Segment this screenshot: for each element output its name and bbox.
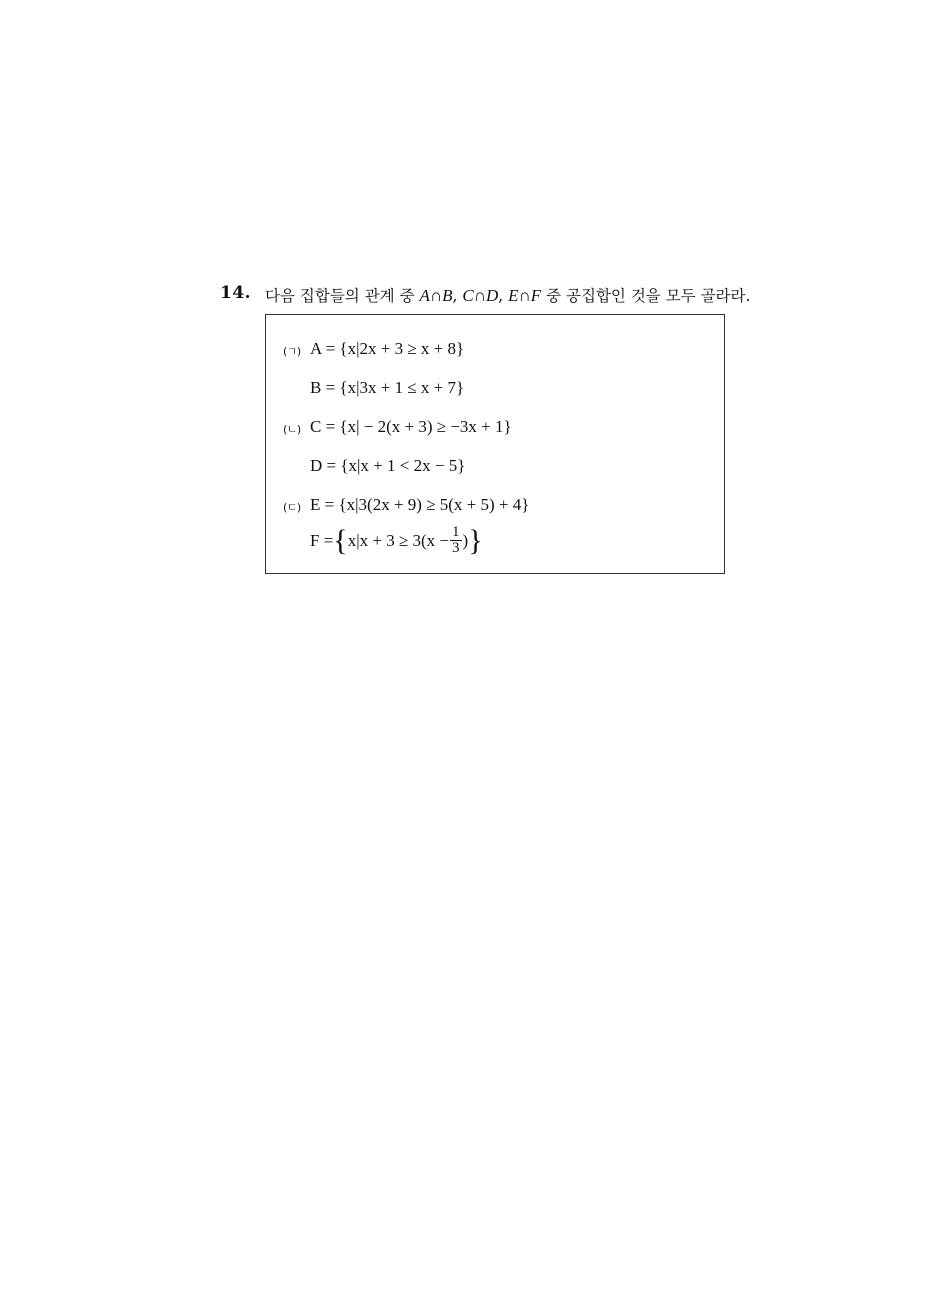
pair-a-b: A∩B — [419, 286, 453, 305]
separator-2: , — [498, 287, 509, 305]
fraction-denominator: 3 — [452, 540, 460, 556]
separator-1: , — [452, 287, 463, 305]
right-brace: } — [468, 523, 483, 557]
left-brace: { — [333, 523, 348, 557]
set-f-lead: F = — [310, 530, 334, 550]
question-text — [265, 284, 750, 306]
set-c-definition: C = {x| − 2(x + 3) ≥ −3x + 1} — [310, 417, 512, 436]
fraction-one-third — [450, 525, 462, 556]
set-a-definition: A = {x|2x + 3 ≥ x + 8} — [310, 339, 465, 358]
question-suffix: 중 공집합인 것을 모두 골라라. — [541, 287, 751, 305]
set-d-definition: D = {x|x + 1 < 2x − 5} — [310, 456, 466, 475]
item-marker-a: (ㄱ) — [283, 345, 301, 358]
question-prefix: 다음 집합들의 관계 중 — [265, 287, 420, 305]
set-b-definition: B = {x|3x + 1 ≤ x + 7} — [310, 378, 465, 397]
set-f-body: x|x + 3 ≥ 3(x − — [347, 530, 450, 550]
pair-c-d: C∩D — [462, 286, 499, 305]
problem-number: 14. — [220, 283, 252, 303]
set-f-tail: ) — [462, 530, 469, 550]
item-marker-c: (ㄷ) — [283, 501, 301, 514]
condition-box — [265, 314, 725, 574]
pair-e-f: E∩F — [508, 286, 542, 305]
set-e-definition: E = {x|3(2x + 9) ≥ 5(x + 5) + 4} — [310, 495, 530, 514]
item-marker-b: (ㄴ) — [283, 423, 301, 436]
set-f-definition — [310, 525, 483, 556]
fraction-numerator: 1 — [452, 524, 460, 540]
